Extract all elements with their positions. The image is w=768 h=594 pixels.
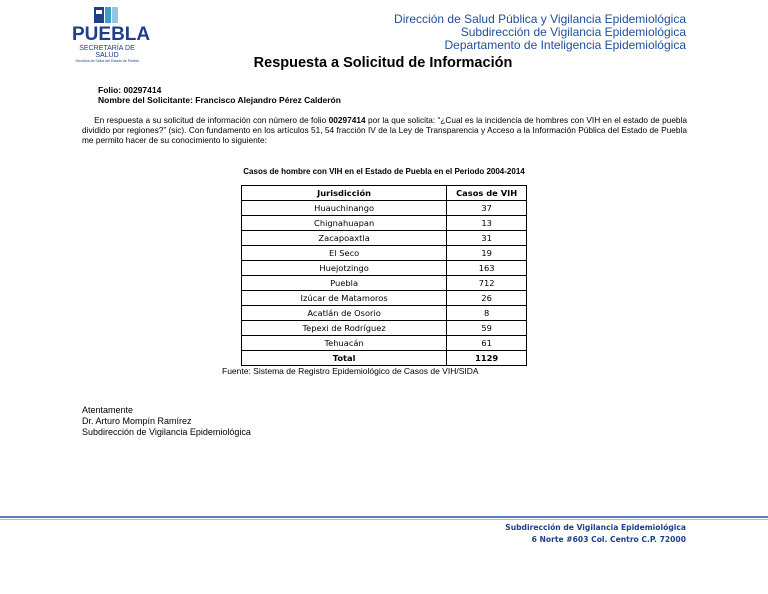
paragraph-folio: 00297414 <box>328 115 366 125</box>
logo-subtitle: SECRETARÍA DE SALUD <box>79 45 135 59</box>
folio-line: Folio: 00297414 <box>98 85 162 95</box>
folio-block <box>98 85 341 105</box>
table-row <box>242 306 527 321</box>
logo-word: PUEBLA <box>72 24 151 45</box>
table-total-row <box>242 351 527 366</box>
cell-jurisdiccion: Puebla <box>242 276 447 291</box>
logo-subtitle-small: Servicios de Salud del Estado de Puebla <box>75 59 139 63</box>
total-value: 1129 <box>447 351 527 366</box>
cell-jurisdiccion: Tehuacán <box>242 336 447 351</box>
table-row <box>242 321 527 336</box>
source-note: Fuente: Sistema de Registro Epidemiológico de Casos de VIH/SIDA <box>222 366 479 376</box>
cell-jurisdiccion: Tepexi de Rodríguez <box>242 321 447 336</box>
cell-casos: 61 <box>447 336 527 351</box>
cell-casos: 59 <box>447 321 527 336</box>
cell-casos: 13 <box>447 216 527 231</box>
footer-office: Subdirección de Vigilancia Epidemiológica <box>505 523 686 532</box>
cell-casos: 31 <box>447 231 527 246</box>
header-line-1: Dirección de Salud Pública y Vigilancia Epidemiológica <box>394 12 686 26</box>
table-header-row <box>242 186 527 201</box>
cell-jurisdiccion: Izúcar de Matamoros <box>242 291 447 306</box>
coat-of-arms-icon <box>90 6 122 24</box>
header-line-2: Subdirección de Vigilancia Epidemiológica <box>460 25 686 39</box>
signature-closing: Atentamente <box>82 405 134 415</box>
table-row <box>242 231 527 246</box>
total-label: Total <box>242 351 447 366</box>
cell-casos: 26 <box>447 291 527 306</box>
table-row <box>242 261 527 276</box>
cell-jurisdiccion: Huejotzingo <box>242 261 447 276</box>
cell-jurisdiccion: Zacapoaxtla <box>242 231 447 246</box>
cell-jurisdiccion: El Seco <box>242 246 447 261</box>
cell-casos: 8 <box>447 306 527 321</box>
signature-name: Dr. Arturo Mompín Ramírez <box>82 416 192 426</box>
hiv-cases-table <box>241 185 527 366</box>
cell-casos: 19 <box>447 246 527 261</box>
footer-divider <box>0 516 768 518</box>
footer-block <box>505 522 686 546</box>
paragraph-part-2: por la que solicita: “¿Cual es la incidencia de hombres con VIH en el estado de puebla dividido por regiones?” (sic). Con fundamento en los artículos 51, 54 fracción IV de la Ley de Transparencia y Acceso a la Información Pública del Estado de Puebla me permito hacer de su conocimiento lo siguiente: <box>82 115 688 145</box>
signature-office: Subdirección de Vigilancia Epidemiológica <box>82 427 251 437</box>
document-title: Respuesta a Solicitud de Información <box>253 55 513 71</box>
cell-casos: 37 <box>447 201 527 216</box>
cell-jurisdiccion: Acatlán de Osorio <box>242 306 447 321</box>
header-line-3: Departamento de Inteligencia Epidemiológica <box>444 38 686 52</box>
header-casos: Casos de VIH <box>447 186 527 201</box>
cell-casos: 163 <box>447 261 527 276</box>
solicitante-line: Nombre del Solicitante: Francisco Alejandro Pérez Calderón <box>98 95 341 105</box>
footer-divider-light <box>0 519 768 520</box>
cell-jurisdiccion: Chignahuapan <box>242 216 447 231</box>
response-paragraph <box>82 115 687 145</box>
table-row <box>242 291 527 306</box>
signature-block <box>82 405 251 438</box>
table-caption: Casos de hombre con VIH en el Estado de Puebla en el Periodo 2004-2014 <box>243 167 525 176</box>
cell-jurisdiccion: Huauchinango <box>242 201 447 216</box>
table-row <box>242 276 527 291</box>
footer-address: 6 Norte #603 Col. Centro C.P. 72000 <box>531 535 686 544</box>
table-row <box>242 201 527 216</box>
table-row <box>242 216 527 231</box>
cell-casos: 712 <box>447 276 527 291</box>
header-jurisdiccion: Jurisdicción <box>242 186 447 201</box>
table-row <box>242 336 527 351</box>
table-row <box>242 246 527 261</box>
paragraph-part-1: En respuesta a su solicitud de información con número de folio <box>94 115 329 125</box>
